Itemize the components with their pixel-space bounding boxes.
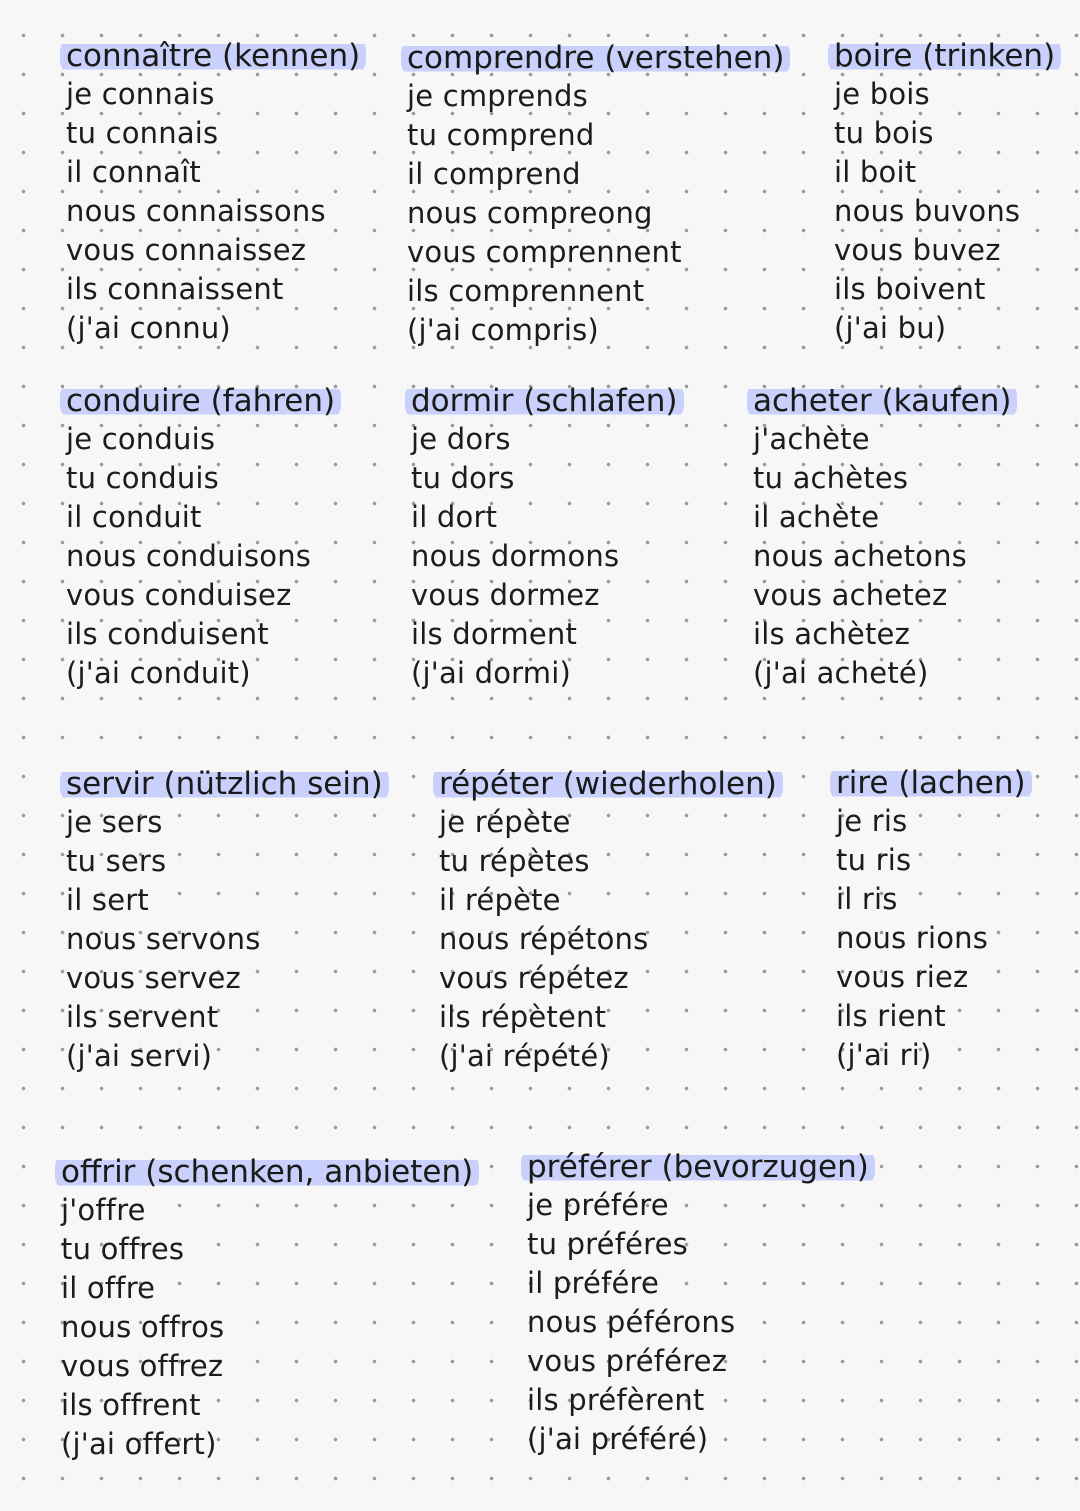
form-passe-compose: (j'ai offert) (61, 1427, 217, 1461)
form-passe-compose: (j'ai répété) (439, 1039, 610, 1073)
form-il: il offre (61, 1271, 156, 1305)
form-il: il achète (753, 500, 880, 534)
form-tu: tu bois (834, 116, 934, 150)
verb-block-boire (834, 37, 1061, 348)
form-tu: tu répètes (439, 844, 590, 878)
form-vous: vous connaissez (66, 233, 307, 267)
form-je: je sers (66, 805, 163, 839)
form-vous: vous préférez (527, 1344, 728, 1378)
form-ils: ils préfèrent (527, 1383, 705, 1417)
form-ils: ils rient (836, 999, 946, 1033)
form-passe-compose: (j'ai connu) (66, 311, 231, 345)
form-vous: vous conduisez (66, 578, 292, 612)
verb-block-repeter (439, 765, 783, 1076)
form-il: il boit (834, 155, 917, 189)
form-nous: nous péférons (527, 1305, 736, 1339)
form-tu: tu offres (61, 1232, 185, 1266)
form-tu: tu conduis (66, 461, 219, 495)
conjugation-list (527, 1186, 875, 1459)
verb-block-preferer (527, 1148, 875, 1459)
form-nous: nous compreong (407, 196, 653, 230)
form-il: il préfére (527, 1266, 660, 1300)
conjugation-list (407, 77, 790, 350)
verb-block-connaitre (66, 37, 366, 348)
form-tu: tu comprend (407, 118, 595, 152)
conjugation-list (61, 1191, 479, 1464)
verb-title: servir (nützlich sein) (60, 765, 389, 803)
form-tu: tu connais (66, 116, 219, 150)
form-passe-compose: (j'ai bu) (834, 311, 947, 345)
form-vous: vous achetez (753, 578, 948, 612)
form-vous: vous répétez (439, 961, 629, 995)
form-je: je conduis (66, 422, 216, 456)
verb-title: rire (lachen) (830, 764, 1032, 802)
verb-block-rire (836, 764, 1032, 1075)
verb-title: dormir (schlafen) (405, 382, 684, 420)
verb-title: acheter (kaufen) (747, 382, 1017, 420)
form-tu: tu sers (66, 844, 167, 878)
form-nous: nous connaissons (66, 194, 326, 228)
conjugation-list (66, 803, 389, 1076)
verb-title: comprendre (verstehen) (401, 39, 790, 77)
form-je: je cmprends (407, 79, 588, 113)
form-je: je ris (836, 804, 908, 838)
verb-title: boire (trinken) (828, 37, 1061, 75)
form-passe-compose: (j'ai dormi) (411, 656, 571, 690)
form-vous: vous offrez (61, 1349, 224, 1383)
form-tu: tu préféres (527, 1227, 688, 1261)
verb-title: conduire (fahren) (60, 382, 341, 420)
form-je: j'offre (61, 1193, 146, 1227)
form-il: il dort (411, 500, 498, 534)
form-nous: nous conduisons (66, 539, 312, 573)
form-ils: ils offrent (61, 1388, 201, 1422)
verb-title: répéter (wiederholen) (433, 765, 783, 803)
conjugation-list (439, 803, 783, 1076)
verb-title: connaître (kennen) (60, 37, 366, 75)
form-passe-compose: (j'ai servi) (66, 1039, 213, 1073)
form-vous: vous servez (66, 961, 241, 995)
form-nous: nous répétons (439, 922, 649, 956)
form-je: je préfére (527, 1188, 669, 1222)
form-ils: ils servent (66, 1000, 219, 1034)
form-nous: nous offros (61, 1310, 225, 1344)
form-tu: tu ris (836, 843, 912, 877)
verb-title: offrir (schenken, anbieten) (55, 1153, 479, 1191)
form-ils: ils comprennent (407, 274, 645, 308)
verb-block-offrir (61, 1153, 479, 1464)
form-nous: nous achetons (753, 539, 967, 573)
form-nous: nous dormons (411, 539, 620, 573)
form-vous: vous riez (836, 960, 969, 994)
conjugation-list (66, 75, 366, 348)
form-nous: nous servons (66, 922, 261, 956)
form-il: il conduit (66, 500, 202, 534)
form-vous: vous comprennent (407, 235, 682, 269)
form-je: j'achète (753, 422, 870, 456)
form-tu: tu dors (411, 461, 515, 495)
form-ils: ils dorment (411, 617, 578, 651)
form-je: je dors (411, 422, 511, 456)
form-vous: vous dormez (411, 578, 600, 612)
conjugation-list (834, 75, 1061, 348)
conjugation-list (753, 420, 1017, 693)
form-passe-compose: (j'ai acheté) (753, 656, 929, 690)
conjugation-list (66, 420, 341, 693)
form-ils: ils répètent (439, 1000, 607, 1034)
verb-block-comprendre (407, 39, 790, 350)
verb-block-acheter (753, 382, 1017, 693)
form-nous: nous rions (836, 921, 989, 955)
form-il: il connaît (66, 155, 201, 189)
form-vous: vous buvez (834, 233, 1001, 267)
conjugation-list (836, 802, 1032, 1075)
verb-block-dormir (411, 382, 684, 693)
form-ils: ils conduisent (66, 617, 269, 651)
conjugation-list (411, 420, 684, 693)
form-tu: tu achètes (753, 461, 909, 495)
verb-title: préférer (bevorzugen) (521, 1148, 875, 1186)
verb-block-conduire (66, 382, 341, 693)
form-passe-compose: (j'ai préféré) (527, 1422, 709, 1456)
form-il: il sert (66, 883, 149, 917)
verb-block-servir (66, 765, 389, 1076)
form-passe-compose: (j'ai ri) (836, 1038, 932, 1072)
form-je: je répète (439, 805, 571, 839)
form-je: je connais (66, 77, 215, 111)
form-ils: ils boivent (834, 272, 986, 306)
form-passe-compose: (j'ai conduit) (66, 656, 251, 690)
form-nous: nous buvons (834, 194, 1021, 228)
form-ils: ils achètez (753, 617, 911, 651)
form-je: je bois (834, 77, 930, 111)
form-il: il ris (836, 882, 898, 916)
form-il: il répète (439, 883, 561, 917)
form-il: il comprend (407, 157, 581, 191)
form-passe-compose: (j'ai compris) (407, 313, 599, 347)
form-ils: ils connaissent (66, 272, 284, 306)
